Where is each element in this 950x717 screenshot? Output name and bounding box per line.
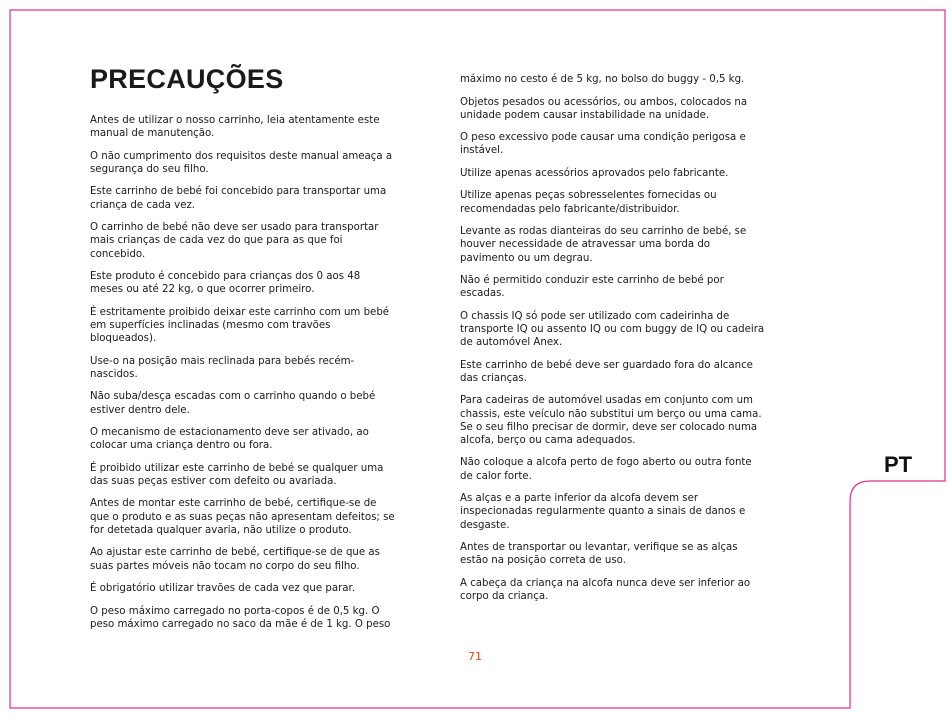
paragraph: Este produto é concebido para crianças dos 0 aos 48 meses ou até 22 kg, o que ocorrer primeiro. — [90, 271, 361, 296]
paragraph: Ao ajustar este carrinho de bebé, certifique-se de que as suas partes móveis não tocam no corpo do seu filho. — [90, 547, 380, 572]
paragraph: Objetos pesados ou acessórios, ou ambos, colocados na unidade podem causar instabilidade na unidade. — [460, 96, 748, 121]
paragraph: É obrigatório utilizar travões de cada vez que parar. — [90, 583, 355, 595]
paragraph: Para cadeiras de automóvel usadas em conjunto com um chassis, este veículo não substitui um berço ou uma cama. Se o seu filho precisar de dormir, deve ser colocado numa alcofa, berço ou cama adequados. — [460, 395, 762, 446]
paragraph: Este carrinho de bebé foi concebido para transportar uma criança de cada vez. — [90, 186, 387, 211]
paragraph: O chassis IQ só pode ser utilizado com cadeirinha de transporte IQ ou assento IQ ou com buggy de IQ ou cadeira de automóvel Anex. — [460, 310, 765, 349]
paragraph: Antes de montar este carrinho de bebé, certifique-se de que o produto e as suas peças não apresentam defeitos; se for detetada qualquer avaria, não utilize o produto. — [90, 498, 395, 536]
paragraph: É proibido utilizar este carrinho de bebé se qualquer uma das suas peças estiver com defeito ou avariada. — [90, 462, 384, 487]
paragraph: O não cumprimento dos requisitos deste manual ameaça a segurança do seu filho. — [90, 150, 393, 175]
paragraph: Antes de transportar ou levantar, verifique se as alças estão na posição correta de uso. — [460, 542, 738, 567]
paragraph: Este carrinho de bebé deve ser guardado fora do alcance das crianças. — [460, 359, 753, 384]
paragraph: máximo no cesto é de 5 kg, no bolso do buggy - 0,5 kg. — [460, 74, 745, 85]
paragraph: O carrinho de bebé não deve ser usado para transportar mais crianças de cada vez do que para as que foi concebido. — [90, 222, 379, 260]
left-column — [90, 114, 395, 640]
paragraph: Não suba/desça escadas com o carrinho quando o bebé estiver dentro dele. — [90, 391, 376, 416]
paragraph: O peso excessivo pode causar uma condição perigosa e instável. — [460, 132, 746, 157]
paragraph: Utilize apenas acessórios aprovados pelo fabricante. — [460, 167, 729, 179]
paragraph: O mecanismo de estacionamento deve ser ativado, ao colocar uma criança dentro ou fora. — [90, 427, 369, 452]
paragraph: Utilize apenas peças sobresselentes fornecidas ou recomendadas pelo fabricante/distribuidor. — [460, 190, 717, 215]
paragraph: Não é permitido conduzir este carrinho de bebé por escadas. — [460, 275, 724, 300]
right-column — [460, 73, 765, 612]
paragraph: Não coloque a alcofa perto de fogo aberto ou outra fonte de calor forte. — [460, 457, 752, 482]
paragraph: Antes de utilizar o nosso carrinho, leia atentamente este manual de manutenção. — [90, 115, 380, 140]
paragraph: As alças e a parte inferior da alcofa devem ser inspecionadas regularmente quanto a sinais de danos e desgaste. — [460, 493, 746, 531]
paragraph: A cabeça da criança na alcofa nunca deve ser inferior ao corpo da criança. — [460, 577, 751, 602]
paragraph: Use-o na posição mais reclinada para bebés recém-nascidos. — [90, 355, 355, 380]
page-number: 71 — [468, 650, 482, 663]
paragraph: É estritamente proibido deixar este carrinho com um bebé em superfícies inclinadas (mesmo com travões bloqueados). — [90, 306, 390, 345]
paragraph: Levante as rodas dianteiras do seu carrinho de bebé, se houver necessidade de atravessar uma borda do pavimento ou um degrau. — [460, 226, 747, 264]
language-tab-label: PT — [884, 452, 913, 477]
page-title: PRECAUÇÕES — [90, 64, 284, 94]
paragraph: O peso máximo carregado no porta-copos é de 0,5 kg. O peso máximo carregado no saco da mãe é de 1 kg. O peso — [90, 605, 391, 630]
